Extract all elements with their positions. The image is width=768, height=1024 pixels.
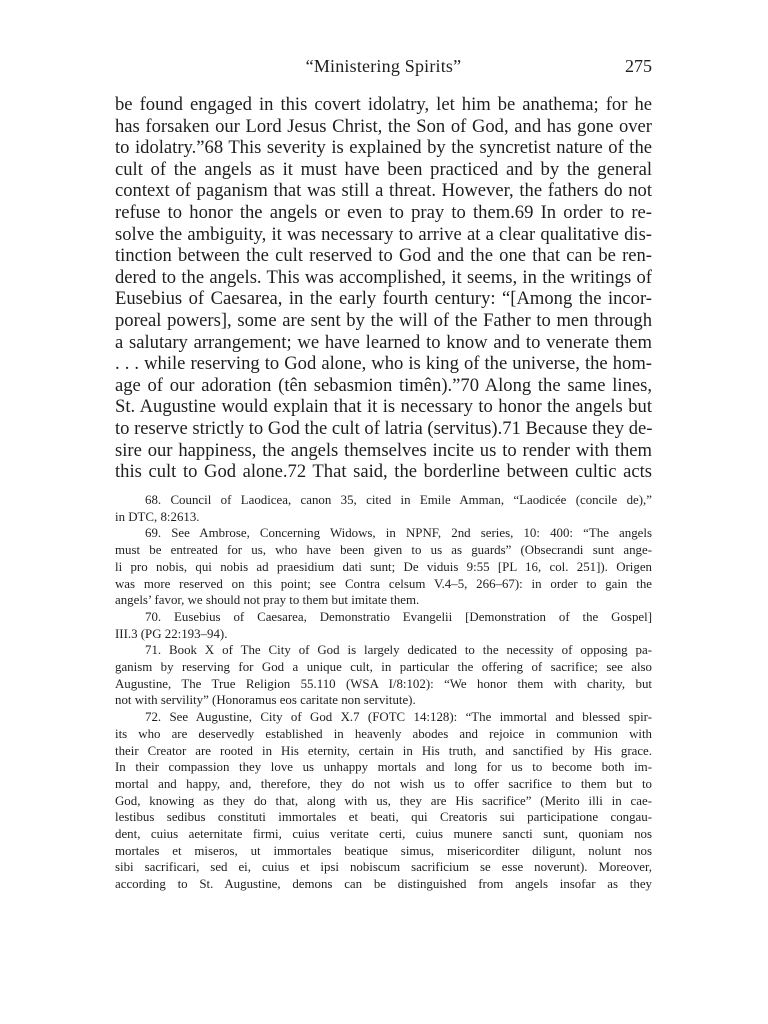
body-line: context of paganism that was still a threat. However, the fathers do not [115,180,652,202]
footnote-line: sibi sacrificari, sed ei, cuius et ipsi nobiscum sacrificium se esse noverunt). Moreover, [115,860,652,875]
footnote-70 [115,609,652,642]
footnote-line: dent, cuius aeternitate firmi, cuius veritate certi, cuius munere sancti sunt, quoniam nos [115,827,652,842]
footnote-71 [115,642,652,709]
body-line: St. Augustine would explain that it is necessary to honor the angels but [115,396,652,418]
footnote-line: God, knowing as they do that, along with us, they are His sacrifice” (Merito illi in cae- [115,793,652,808]
body-line: this cult to God alone.72 That said, the borderline between cultic acts [115,461,652,483]
footnote-line: not with servility” (Honoramus eos caritate non servitute). [115,693,416,708]
body-line: a salutary arrangement; we have learned to know and to venerate them [115,331,652,353]
footnote-line: li pro nobis, qui nobis ad praesidium dati sunt; De viduis 9:55 [PL 16, col. 251]). Origen [115,559,652,574]
footnote-line: in DTC, 8:2613. [115,509,200,524]
body-line: refuse to honor the angels or even to pray to them.69 In order to re- [115,201,652,223]
footnote-line: must be entreated for us, who have been given to us as guards” (Obsecrandi sunt ange- [115,543,652,558]
body-line: age of our adoration (tên sebasmion timên).”70 Along the same lines, [115,374,652,396]
body-line: tinction between the cult reserved to God and the one that can be ren- [115,245,652,267]
footnote-line: mortales et miseros, ut immortales beatique simus, misericorditer diligunt, nolunt nos [115,843,652,858]
running-head [115,56,652,84]
footnote-line: its who are deservedly established in heavenly abodes and rejoice in communion with [115,726,652,741]
footnote-line: 68. Council of Laodicea, canon 35, cited in Emile Amman, “Laodicée (concile de),” [145,493,652,507]
footnote-69 [115,525,652,609]
body-line: be found engaged in this covert idolatry, let him be anathema; for he [115,94,652,115]
footnote-line: angels’ favor, we should not pray to them but imitate them. [115,593,420,608]
footnote-line: III.3 (PG 22:193–94). [115,626,228,641]
running-title: “Ministering Spirits” [305,56,462,76]
footnote-line: Augustine, The True Religion 55.110 (WSA I/8:102): “We honor them with charity, but [115,676,652,691]
footnote-line: 69. See Ambrose, Concerning Widows, in NPNF, 2nd series, 10: 400: “The angels [145,526,652,541]
body-line: . . . while reserving to God alone, who is king of the universe, the hom- [115,353,652,375]
footnote-line: 70. Eusebius of Caesarea, Demonstratio Evangelii [Demonstration of the Gospel] [145,609,652,624]
footnote-line: their Creator are rooted in His eternity, certain in His truth, and sanctified by His grace. [115,743,652,758]
footnote-line: according to St. Augustine, demons can be distinguished from angels insofar as they [115,877,652,892]
body-line: to reserve strictly to God the cult of latria (servitus).71 Because they de- [115,417,653,439]
body-line: solve the ambiguity, it was necessary to arrive at a clear qualitative dis- [115,223,652,245]
footnote-line: 72. See Augustine, City of God X.7 (FOTC 14:128): “The immortal and blessed spir- [145,710,652,725]
body-line: Eusebius of Caesarea, in the early fourth century: “[Among the incor- [115,288,652,310]
body-line: poreal powers], some are sent by the will of the Father to men through [115,309,652,331]
footnote-line: lestibus sedibus constituti immortales et beati, qui Creatoris sui participatione congau- [115,810,652,825]
footnotes [115,492,652,893]
page-number: 275 [625,56,652,76]
footnote-line: was more reserved on this point; see Contra celsum V.4–5, 266–67): in order to gain the [115,576,652,591]
footnote-line: 71. Book X of The City of God is largely dedicated to the necessity of opposing pa- [145,643,652,658]
footnote-line: mortal and happy, and, therefore, they do not wish us to offer sacrifice to them but to [115,776,652,791]
body-line: cult of the angels as it must have been practiced and by the general [115,158,652,180]
footnote-68 [115,492,652,525]
body-line: sire our happiness, the angels themselves incite us to render with them [115,439,652,461]
footnote-72 [115,709,652,893]
body-line: dered to the angels. This was accomplished, it seems, in the writings of [115,266,652,288]
body-line: has forsaken our Lord Jesus Christ, the Son of God, and has gone over [115,115,652,137]
body-line: to idolatry.”68 This severity is explained by the syncretist nature of the [115,137,652,159]
main-text [115,94,652,483]
footnote-line: ganism by reserving for God a unique cult, in particular the offering of sacrifice; see also [115,660,652,675]
footnote-line: In their compassion they love us unhappy mortals and long for us to become both im- [115,760,652,775]
